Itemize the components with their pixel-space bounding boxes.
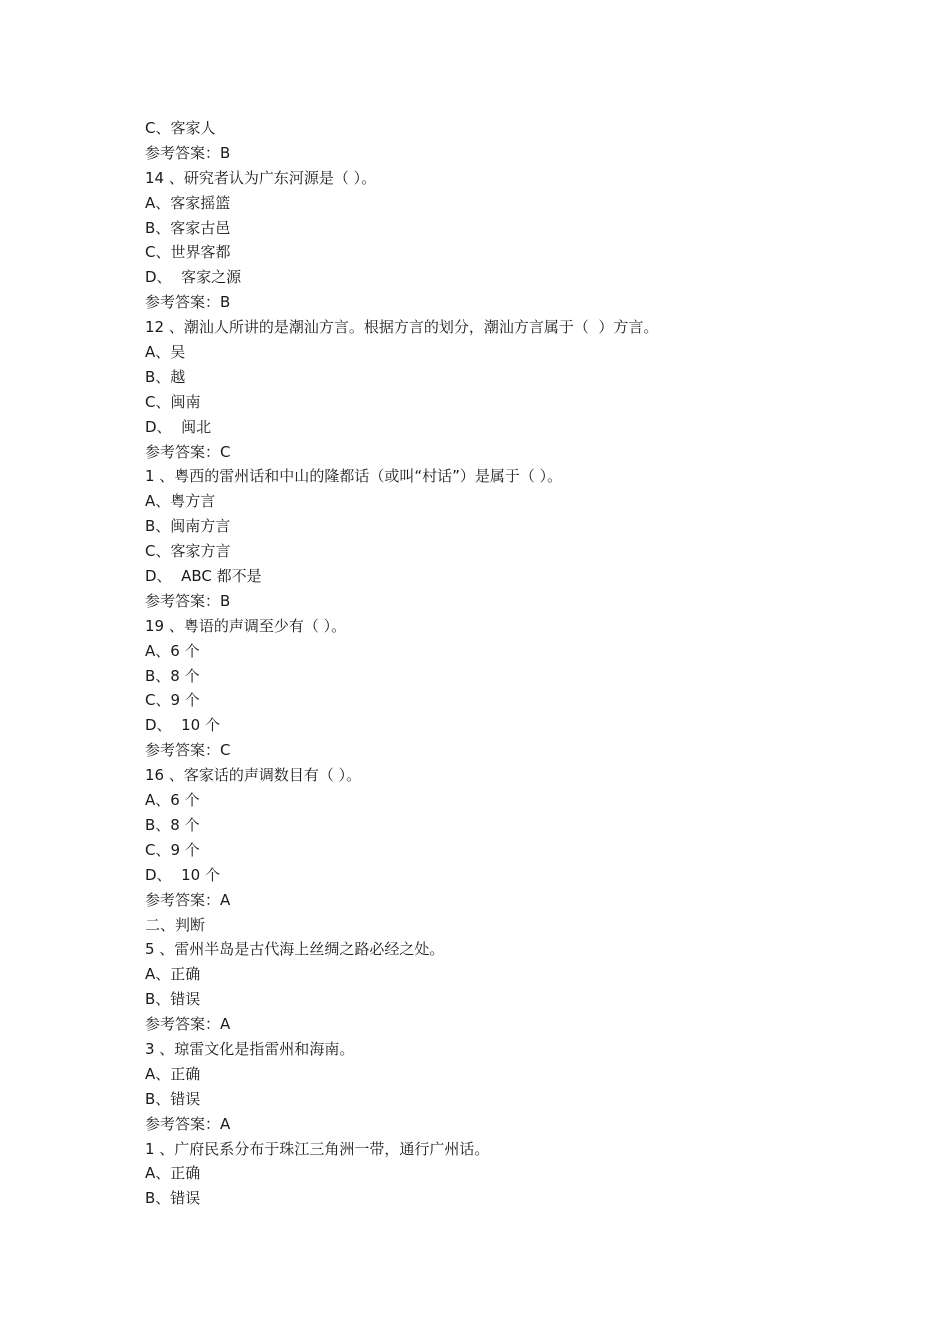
option-line: A、正确	[145, 1064, 201, 1083]
question-line: 12 、潮汕人所讲的是潮汕方言。根据方言的划分，潮汕方言属于（ ）方言。	[145, 318, 659, 337]
option-line: A、吴	[145, 343, 186, 362]
answer-line: 参考答案：B	[145, 293, 231, 312]
option-line: B、8 个	[145, 666, 200, 685]
section-heading: 二、判断	[145, 915, 206, 934]
answer-line: 参考答案：C	[145, 442, 231, 461]
option-line: A、6 个	[145, 641, 200, 660]
answer-line: 参考答案：A	[145, 890, 231, 909]
option-line: A、粤方言	[145, 492, 216, 511]
option-line: B、错误	[145, 990, 201, 1009]
option-line: C、客家方言	[145, 542, 231, 561]
option-line: B、越	[145, 367, 186, 386]
option-line: C、9 个	[145, 840, 200, 859]
answer-line: 参考答案：B	[145, 143, 231, 162]
option-line: B、8 个	[145, 815, 200, 834]
option-line: D、 ABC 都不是	[145, 567, 262, 586]
option-line: D、 客家之源	[145, 268, 242, 287]
document-body	[145, 116, 865, 1211]
option-line: C、闽南	[145, 392, 201, 411]
question-line: 3 、琼雷文化是指雷州和海南。	[145, 1039, 355, 1058]
option-line: B、错误	[145, 1089, 201, 1108]
option-line: B、闽南方言	[145, 517, 231, 536]
option-line: A、客家摇篮	[145, 193, 231, 212]
option-line: B、错误	[145, 1189, 201, 1208]
option-line: D、 10 个	[145, 865, 220, 884]
question-line: 5 、雷州半岛是古代海上丝绸之路必经之处。	[145, 940, 445, 959]
option-line: A、正确	[145, 965, 201, 984]
option-line: C、9 个	[145, 691, 200, 710]
question-line: 1 、粤西的雷州话和中山的隆都话（或叫“村话”）是属于（ ）。	[145, 467, 563, 486]
question-line: 14 、研究者认为广东河源是（ ）。	[145, 168, 377, 187]
option-line: A、正确	[145, 1164, 201, 1183]
option-line: B、客家古邑	[145, 218, 231, 237]
option-line: D、 10 个	[145, 716, 220, 735]
option-line: C、世界客都	[145, 243, 231, 262]
option-line: A、6 个	[145, 791, 200, 810]
question-line: 16 、客家话的声调数目有（ ）。	[145, 766, 362, 785]
option-line: D、 闽北	[145, 417, 212, 436]
answer-line: 参考答案：C	[145, 741, 231, 760]
answer-line: 参考答案：A	[145, 1015, 231, 1034]
answer-line: 参考答案：A	[145, 1114, 231, 1133]
question-line: 1 、广府民系分布于珠江三角洲一带，通行广州话。	[145, 1139, 490, 1158]
answer-line: 参考答案：B	[145, 591, 231, 610]
question-line: 19 、粤语的声调至少有（ ）。	[145, 616, 347, 635]
option-line: C、客家人	[145, 119, 216, 137]
